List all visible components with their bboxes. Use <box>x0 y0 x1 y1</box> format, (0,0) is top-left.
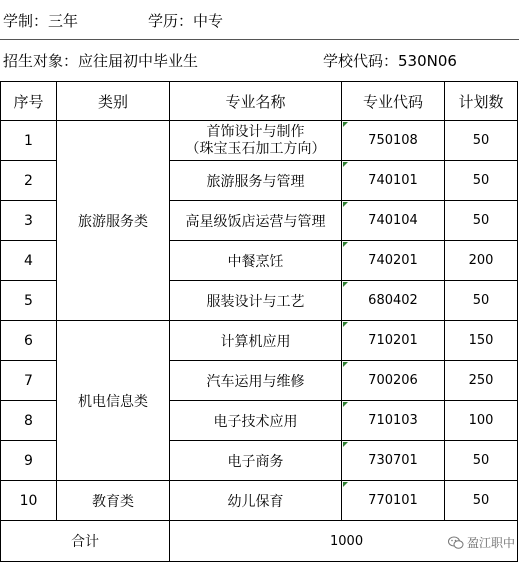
total-label: 合计 <box>1 521 170 562</box>
total-value: 1000 <box>170 521 518 562</box>
major-code <box>342 121 445 161</box>
header-major: 专业名称 <box>170 82 342 121</box>
plan-count: 50 <box>445 121 518 161</box>
row-index: 4 <box>1 241 57 281</box>
major-code-value: 680402 <box>368 293 418 308</box>
major-code <box>342 401 445 441</box>
major-code <box>342 481 445 521</box>
row-index: 2 <box>1 161 57 201</box>
education-label: 学历：中专 <box>148 12 224 30</box>
major-code-value: 710201 <box>368 333 418 348</box>
major-code-value: 770101 <box>368 493 418 508</box>
row-index: 1 <box>1 121 57 161</box>
major-code-value: 750108 <box>368 133 418 148</box>
major-code <box>342 161 445 201</box>
category-cell: 机电信息类 <box>57 321 170 481</box>
info-row-1 <box>0 10 519 32</box>
table-row <box>1 321 518 361</box>
school-code-label: 学校代码：530N06 <box>323 52 457 70</box>
major-code <box>342 441 445 481</box>
major-name <box>170 121 342 161</box>
major-code-value: 700206 <box>368 373 418 388</box>
header-index: 序号 <box>1 82 57 121</box>
cell-marker-icon <box>343 242 348 247</box>
major-name: 中餐烹饪 <box>170 241 342 281</box>
plan-count: 50 <box>445 481 518 521</box>
cell-marker-icon <box>343 162 348 167</box>
major-name: 高星级饭店运营与管理 <box>170 201 342 241</box>
target-label: 招生对象：应往届初中毕业生 <box>3 52 199 70</box>
major-name: 幼儿保育 <box>170 481 342 521</box>
row-index: 5 <box>1 281 57 321</box>
plan-count: 50 <box>445 441 518 481</box>
major-name: 电子技术应用 <box>170 401 342 441</box>
major-name: 服装设计与工艺 <box>170 281 342 321</box>
major-name-line1: 首饰设计与制作 <box>206 123 305 140</box>
row-index: 8 <box>1 401 57 441</box>
plan-count: 50 <box>445 161 518 201</box>
row-index: 3 <box>1 201 57 241</box>
major-code-value: 740101 <box>368 173 418 188</box>
cell-marker-icon <box>343 482 348 487</box>
cell-marker-icon <box>343 122 348 127</box>
major-code <box>342 241 445 281</box>
watermark-text: 盈江职中 <box>466 536 515 550</box>
major-code <box>342 281 445 321</box>
major-name: 旅游服务与管理 <box>170 161 342 201</box>
major-code-value: 730701 <box>368 453 418 468</box>
major-code <box>342 321 445 361</box>
info-row-2 <box>0 50 519 72</box>
category-cell: 教育类 <box>57 481 170 521</box>
major-code-value: 710103 <box>368 413 418 428</box>
header-category: 类别 <box>57 82 170 121</box>
wechat-icon <box>448 536 464 550</box>
plan-count: 50 <box>445 201 518 241</box>
cell-marker-icon <box>343 442 348 447</box>
major-name-line2: （珠宝玉石加工方向） <box>185 140 326 157</box>
major-code <box>342 201 445 241</box>
table-row <box>1 481 518 521</box>
table-header-row <box>1 82 518 121</box>
major-name: 电子商务 <box>170 441 342 481</box>
major-code-value: 740104 <box>368 213 418 228</box>
plan-count: 50 <box>445 281 518 321</box>
major-name: 计算机应用 <box>170 321 342 361</box>
cell-marker-icon <box>343 362 348 367</box>
header-plan: 计划数 <box>445 82 518 121</box>
cell-marker-icon <box>343 282 348 287</box>
enrollment-table <box>0 81 518 562</box>
cell-marker-icon <box>343 402 348 407</box>
watermark <box>448 534 515 551</box>
row-index: 9 <box>1 441 57 481</box>
cell-marker-icon <box>343 202 348 207</box>
divider <box>0 39 519 40</box>
plan-count: 100 <box>445 401 518 441</box>
plan-count: 200 <box>445 241 518 281</box>
plan-count: 250 <box>445 361 518 401</box>
row-index: 7 <box>1 361 57 401</box>
row-index: 10 <box>1 481 57 521</box>
row-index: 6 <box>1 321 57 361</box>
table-row <box>1 121 518 161</box>
total-row <box>1 521 518 562</box>
major-code <box>342 361 445 401</box>
duration-label: 学制：三年 <box>3 12 79 30</box>
category-cell: 旅游服务类 <box>57 121 170 321</box>
major-name: 汽车运用与维修 <box>170 361 342 401</box>
header-code: 专业代码 <box>342 82 445 121</box>
plan-count: 150 <box>445 321 518 361</box>
major-code-value: 740201 <box>368 253 418 268</box>
cell-marker-icon <box>343 322 348 327</box>
